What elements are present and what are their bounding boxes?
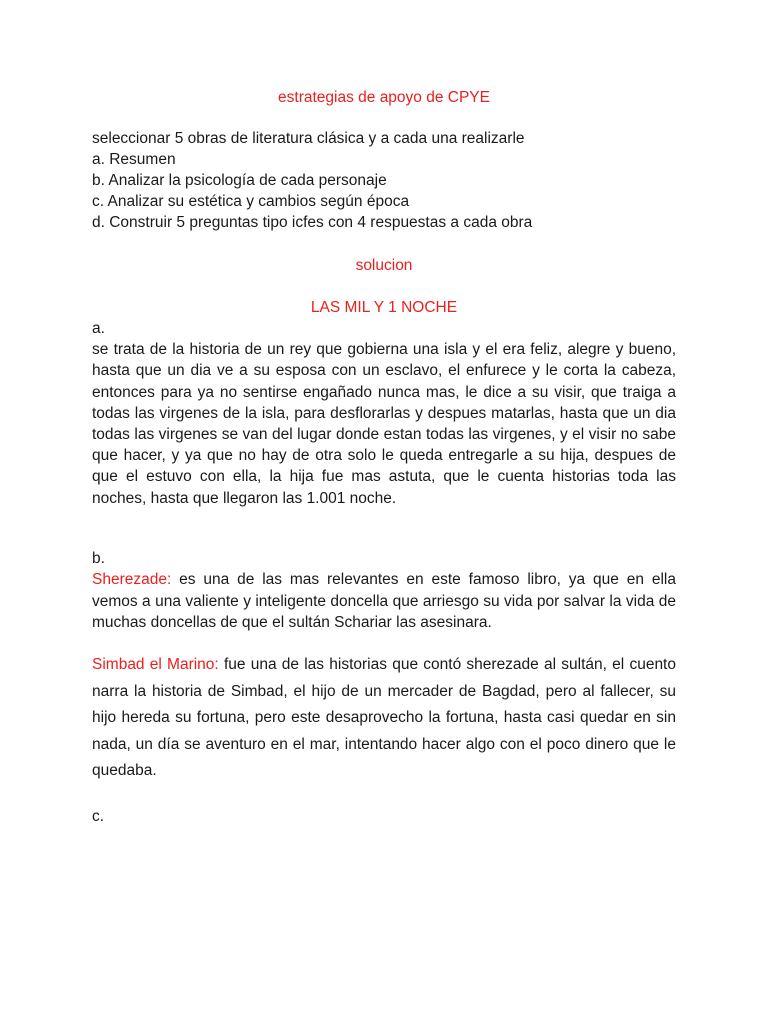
task-item-c: c. Analizar su estética y cambios según época bbox=[92, 193, 410, 210]
work-title: LAS MIL Y 1 NOCHE bbox=[310, 299, 458, 316]
section-b-label: b. bbox=[92, 550, 105, 567]
task-item-a: a. Resumen bbox=[92, 151, 176, 168]
document-title: estrategias de apoyo de CPYE bbox=[278, 89, 490, 106]
solution-heading: solucion bbox=[355, 257, 413, 274]
character-text-sherezade: es una de las mas relevantes en este famoso libro, ya que en ella vemos a una valiente y inteligente doncella que arriesgo su vida por salvar la vida de muchas doncellas de que el sultán Schariar las asesinara. bbox=[92, 571, 676, 631]
section-a-label: a. bbox=[92, 320, 105, 337]
character-name-simbad: Simbad el Marino: bbox=[92, 656, 219, 673]
character-text-simbad: fue una de las historias que contó sherezade al sultán, el cuento narra la historia de Simbad, el hijo de un mercader de Bagdad, pero al fallecer, su hijo hereda su fortuna, pero este desaprovecho la fortuna, hasta casi quedar en sin nada, un día se aventuro en el mar, intentando hacer algo con el poco dinero que le quedaba. bbox=[92, 656, 676, 779]
task-list bbox=[92, 128, 728, 233]
task-item-d: d. Construir 5 preguntas tipo icfes con 4 respuestas a cada obra bbox=[92, 214, 533, 231]
character-sherezade bbox=[92, 569, 676, 634]
character-simbad bbox=[92, 652, 676, 785]
task-intro: seleccionar 5 obras de literatura clásica y a cada una realizarle bbox=[92, 130, 525, 147]
section-a-summary: se trata de la historia de un rey que gobierna una isla y el era feliz, alegre y bueno, hasta que un dia ve a su esposa con un esclavo, el enfurece y le corta la cabeza, entonces para ya no sentirse engañado nunca mas, le dice a su visir, que traiga a todas las virgenes de la isla, para desflorarlas y despues matarlas, hasta que un dia todas las virgenes se van del lugar donde estan todas las virgenes, y el visir no sabe que hacer, y ya que no hay de otra solo le queda entregarle a su hija, despues de que el estuvo con ella, la hija fue mas astuta, que le cuenta historias toda las noches, hasta que llegaron las 1.001 noche. bbox=[92, 341, 676, 507]
section-c-label: c. bbox=[92, 808, 105, 825]
task-item-b: b. Analizar la psicología de cada personaje bbox=[92, 172, 387, 189]
character-name-sherezade: Sherezade: bbox=[92, 571, 172, 588]
section-a bbox=[92, 318, 676, 509]
